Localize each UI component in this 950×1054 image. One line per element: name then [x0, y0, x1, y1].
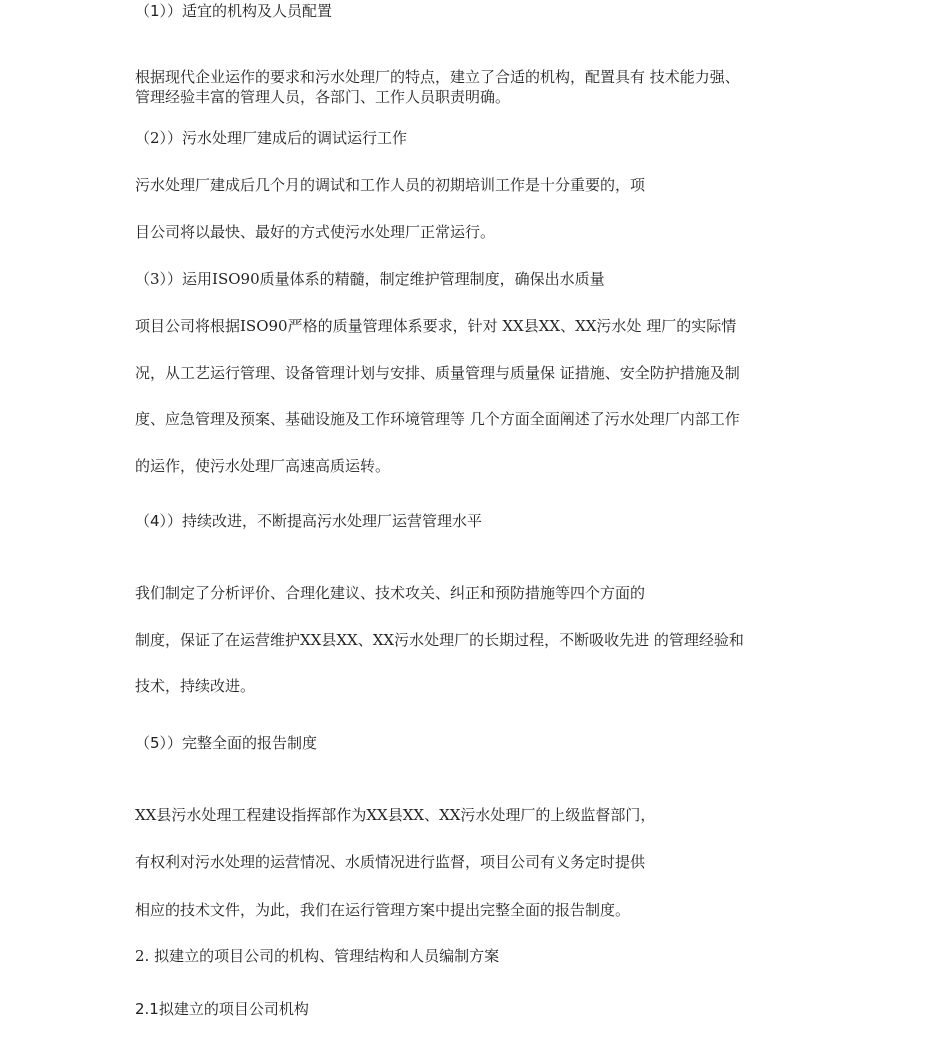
paragraph-line: 污水处理厂建成后几个月的调试和工作人员的初期培训工作是十分重要的，项: [135, 176, 646, 194]
paragraph-line: 目公司将以最快、最好的方式使污水处理厂正常运行。: [135, 223, 496, 241]
paragraph-line: 我们制定了分析评价、合理化建议、技术攻关、纠正和预防措施等四个方面的: [135, 584, 646, 602]
heading-4: （4））持续改进，不断提高污水处理厂运营管理水平: [135, 512, 483, 530]
heading-3: （3））运用ISO90质量体系的精髓，制定维护管理制度，确保出水质量: [135, 270, 605, 288]
paragraph-line: 技术，持续改进。: [135, 677, 256, 695]
paragraph-line: 有权利对污水处理的运营情况、水质情况进行监督，项目公司有义务定时提供: [135, 853, 646, 871]
paragraph-line: XX县污水处理工程建设指挥部作为XX县XX、XX污水处理厂的上级监督部门，: [135, 806, 656, 824]
heading-5: （5））完整全面的报告制度: [135, 734, 318, 752]
section-heading: 2. 拟建立的项目公司的机构、管理结构和人员编制方案: [135, 947, 500, 965]
paragraph-line: 况，从工艺运行管理、设备管理计划与安排、质量管理与质量保 证措施、安全防护措施及制: [135, 364, 740, 382]
heading-2: （2））污水处理厂建成后的调试运行工作: [135, 129, 408, 147]
paragraph-line: 制度，保证了在运营维护XX县XX、XX污水处理厂的长期过程，不断吸收先进 的管理经验和: [135, 631, 744, 649]
paragraph-line: 相应的技术文件，为此，我们在运行管理方案中提出完整全面的报告制度。: [135, 901, 631, 919]
subsection-heading: 2.1拟建立的项目公司机构: [135, 1000, 309, 1018]
paragraph-line: 度、应急管理及预案、基础设施及工作环境管理等 几个方面全面阐述了污水处理厂内部工作: [135, 410, 740, 428]
paragraph-line: 项目公司将根据ISO90严格的质量管理体系要求，针对 XX县XX、XX污水处 理厂的实际情: [135, 317, 737, 335]
paragraph-line: 管理经验丰富的管理人员，各部门、工作人员职责明确。: [135, 88, 511, 106]
paragraph-line: 的运作，使污水处理厂高速高质运转。: [135, 457, 391, 475]
heading-1: （1））适宜的机构及人员配置: [135, 2, 333, 20]
paragraph-line: 根据现代企业运作的要求和污水处理厂的特点，建立了合适的机构，配置具有 技术能力强、: [135, 68, 740, 86]
